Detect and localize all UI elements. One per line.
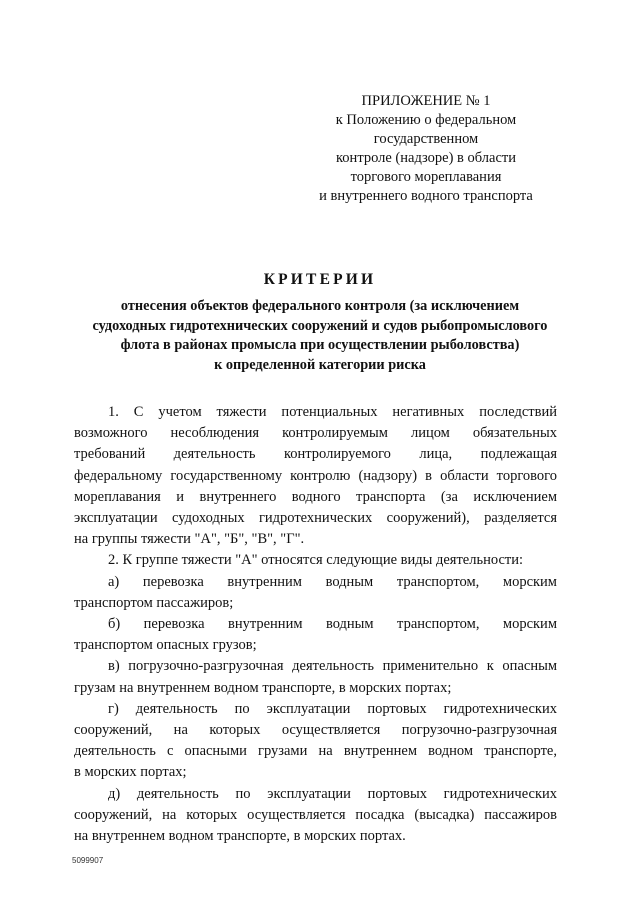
paragraph-1-line: федеральному государственному контролю (надзору) в области торгового xyxy=(74,467,557,484)
item-v-line: грузам на внутреннем водном транспорте, в морских портах; xyxy=(74,679,452,696)
item-b-line: б) перевозка внутренним водным транспортом, морским xyxy=(108,616,557,633)
item-d-line: на внутреннем водном транспорте, в морских портах. xyxy=(74,828,406,845)
annex-line: и внутреннего водного транспорта xyxy=(319,188,533,204)
item-v-line: в) погрузочно-разгрузочная деятельность применительно к опасным xyxy=(108,658,557,675)
item-g-line: деятельность с опасными грузами на внутреннем водном транспорте, xyxy=(74,743,557,760)
item-b-line: транспортом опасных грузов; xyxy=(74,637,257,654)
item-a-line: а) перевозка внутренним водным транспортом, морским xyxy=(108,573,557,590)
document-body xyxy=(74,402,557,847)
annex-line: государственном xyxy=(373,131,479,147)
annex-title: ПРИЛОЖЕНИЕ № 1 xyxy=(361,93,491,109)
subtitle-line: судоходных гидротехнических сооружений и судов рыбопромыслового xyxy=(92,317,548,334)
item-g-line: сооружений, на которых осуществляется погрузочно-разгрузочная xyxy=(74,722,557,739)
item-a-line: транспортом пассажиров; xyxy=(74,594,234,611)
subtitle-line: к определенной категории риска xyxy=(214,356,426,373)
annex-header xyxy=(316,92,536,206)
document-subtitle xyxy=(60,297,580,375)
annex-line: торгового мореплавания xyxy=(350,169,502,185)
item-g-line: г) деятельность по эксплуатации портовых гидротехнических xyxy=(108,700,557,717)
item-d-line: сооружений, на которых осуществляется посадка (высадка) пассажиров xyxy=(74,806,557,823)
annex-line: к Положению о федеральном xyxy=(335,112,517,128)
subtitle-line: отнесения объектов федерального контроля (за исключением xyxy=(120,298,520,314)
paragraph-1-line: эксплуатации судоходных гидротехнических сооружений), разделяется xyxy=(74,510,557,527)
paragraph-1-line: требований деятельность контролируемого лица, подлежащая xyxy=(74,446,557,463)
paragraph-1-line: мореплавания и внутреннего водного транспорта (за исключением xyxy=(74,488,557,505)
paragraph-1-line: 1. С учетом тяжести потенциальных негативных последствий xyxy=(108,404,557,420)
annex-line: контроле (надзоре) в области xyxy=(336,150,516,166)
item-d-line: д) деятельность по эксплуатации портовых гидротехнических xyxy=(108,785,557,802)
document-number: 5099907 xyxy=(72,856,104,865)
subtitle-line: флота в районах промысла при осуществлении рыболовства) xyxy=(120,337,520,353)
item-g-line: в морских портах; xyxy=(74,764,187,781)
paragraph-2-line: 2. К группе тяжести "А" относятся следующие виды деятельности: xyxy=(108,552,524,569)
document-title: КРИТЕРИИ xyxy=(263,271,377,288)
paragraph-1-line: возможного несоблюдения контролируемым лицом обязательных xyxy=(74,425,557,442)
paragraph-1-line: на группы тяжести "А", "Б", "В", "Г". xyxy=(74,531,305,548)
